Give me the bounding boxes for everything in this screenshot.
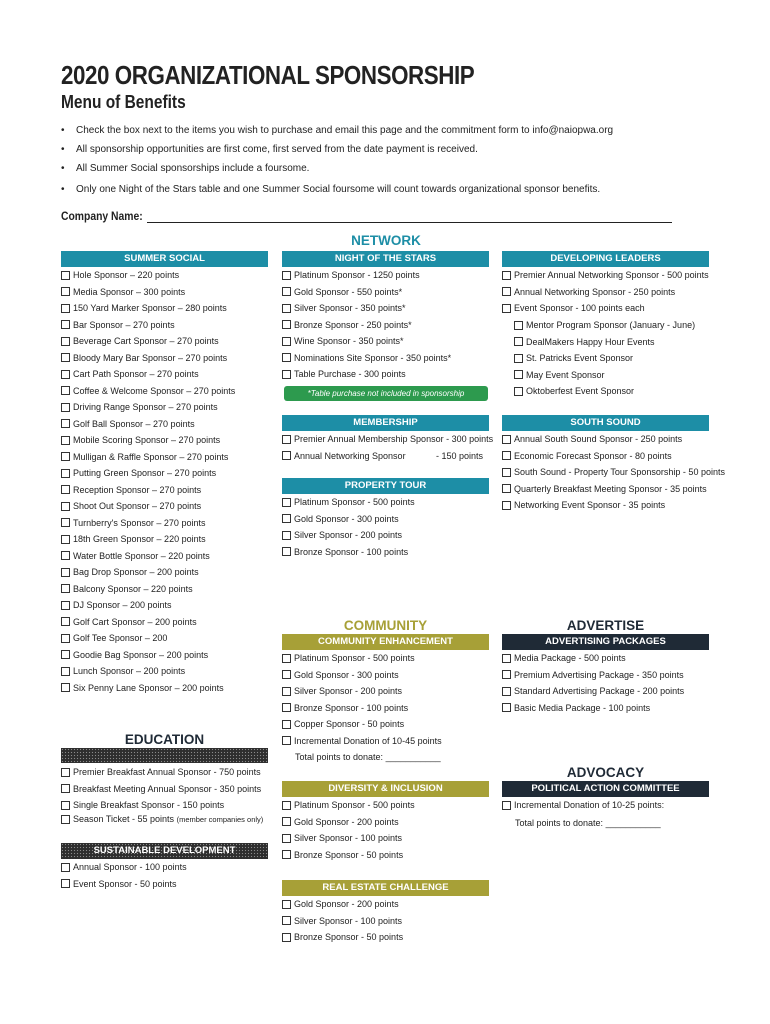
item-label: Season Ticket - 55 points — [73, 814, 175, 825]
checkbox[interactable] — [61, 667, 70, 676]
real-estate-challenge-bar: REAL ESTATE CHALLENGE — [282, 880, 489, 896]
developing-leaders-bar: DEVELOPING LEADERS — [502, 251, 709, 267]
list-item[interactable] — [61, 781, 261, 798]
checkbox[interactable] — [282, 451, 291, 460]
item-label: Event Sponsor - 100 points each — [514, 303, 645, 314]
list-item[interactable] — [61, 811, 263, 828]
checkbox[interactable] — [282, 370, 291, 379]
checkbox[interactable] — [502, 654, 511, 663]
list-item[interactable] — [502, 334, 695, 351]
political-action-committee-list — [502, 797, 664, 814]
item-label: Silver Sponsor - 200 points — [294, 530, 403, 541]
list-item[interactable] — [282, 333, 451, 350]
checkbox[interactable] — [61, 634, 70, 643]
item-label: Bag Drop Sponsor – 200 points — [73, 567, 199, 578]
community-total-points[interactable]: Total points to donate: ___________ — [295, 752, 441, 762]
checkbox[interactable] — [61, 485, 70, 494]
checkbox[interactable] — [282, 916, 291, 925]
list-item[interactable] — [61, 876, 187, 893]
item-label: Table Purchase - 300 points — [294, 369, 406, 380]
list-item[interactable] — [282, 448, 493, 465]
instruction-item: • All Summer Social sponsorships include a foursome. — [61, 162, 741, 181]
item-label: South Sound - Property Tour Sponsorship - 50 points — [514, 467, 725, 478]
list-item[interactable] — [61, 267, 235, 284]
list-item[interactable] — [282, 700, 442, 717]
item-label: Single Breakfast Sponsor - 150 points — [73, 800, 225, 811]
list-item[interactable] — [502, 317, 695, 334]
item-label: Shoot Out Sponsor – 270 points — [73, 501, 202, 512]
checkbox[interactable] — [282, 498, 291, 507]
item-label: Platinum Sponsor - 500 points — [294, 497, 415, 508]
item-label: DJ Sponsor – 200 points — [73, 600, 172, 611]
list-item[interactable] — [502, 383, 695, 400]
south-sound-list — [502, 431, 725, 514]
community-heading: COMMUNITY — [343, 618, 428, 633]
checkbox[interactable] — [502, 468, 511, 477]
list-item[interactable] — [282, 284, 451, 301]
checkbox[interactable] — [282, 801, 291, 810]
checkbox[interactable] — [282, 900, 291, 909]
item-label: Incremental Donation of 10-25 points: — [514, 800, 665, 811]
diversity-inclusion-list — [282, 797, 415, 863]
item-label: Event Sponsor - 50 points — [73, 878, 177, 889]
checkbox[interactable] — [61, 337, 70, 346]
page-subtitle: Menu of Benefits — [61, 92, 186, 112]
list-item[interactable] — [282, 544, 415, 561]
community-enhancement-list — [282, 650, 442, 749]
item-label: Oktoberfest Event Sponsor — [526, 386, 635, 397]
checkbox[interactable] — [61, 403, 70, 412]
checkbox[interactable] — [61, 584, 70, 593]
list-item[interactable] — [502, 300, 709, 317]
real-estate-challenge-list — [282, 896, 403, 946]
checkbox[interactable] — [514, 387, 523, 396]
checkbox[interactable] — [282, 320, 291, 329]
checkbox[interactable] — [61, 683, 70, 692]
diversity-inclusion-bar: DIVERSITY & INCLUSION — [282, 781, 489, 797]
list-item[interactable] — [282, 896, 403, 913]
membership-bar: MEMBERSHIP — [282, 415, 489, 431]
list-item[interactable] — [61, 614, 235, 631]
list-item[interactable] — [61, 317, 235, 334]
list-item[interactable] — [282, 814, 415, 831]
checkbox[interactable] — [282, 850, 291, 859]
list-item[interactable] — [61, 300, 235, 317]
item-label: Gold Sponsor - 200 points — [294, 899, 399, 910]
checkbox[interactable] — [61, 502, 70, 511]
item-label: Driving Range Sponsor – 270 points — [73, 402, 218, 413]
checkbox[interactable] — [61, 386, 70, 395]
list-item[interactable] — [61, 383, 235, 400]
item-label: 18th Green Sponsor – 220 points — [73, 534, 206, 545]
checkbox[interactable] — [61, 320, 70, 329]
list-item[interactable] — [61, 764, 261, 781]
item-label: Economic Forecast Sponsor - 80 points — [514, 450, 672, 461]
list-item[interactable] — [61, 515, 235, 532]
item-label: Gold Sponsor - 550 points* — [294, 286, 403, 297]
company-name-field[interactable] — [147, 222, 672, 223]
list-item[interactable] — [282, 431, 493, 448]
list-item[interactable] — [282, 511, 415, 528]
checkbox[interactable] — [502, 670, 511, 679]
item-label: Premier Breakfast Annual Sponsor - 750 points — [73, 767, 261, 778]
list-item[interactable] — [61, 647, 235, 664]
instruction-item: • Check the box next to the items you wish to purchase and email this page and the commitment form to info@naiopwa.org — [61, 124, 741, 143]
advocacy-heading: ADVOCACY — [566, 765, 645, 780]
item-label: Turnberry's Sponsor – 270 points — [73, 517, 206, 528]
checkbox[interactable] — [502, 435, 511, 444]
item-label: Six Penny Lane Sponsor – 200 points — [73, 682, 224, 693]
item-label: Breakfast Meeting Annual Sponsor - 350 points — [73, 783, 262, 794]
item-label: Mentor Program Sponsor (January - June) — [526, 320, 696, 331]
list-item[interactable] — [61, 597, 235, 614]
network-heading: NETWORK — [351, 233, 421, 248]
checkbox[interactable] — [502, 801, 511, 810]
item-label: Premier Annual Membership Sponsor - 300 points — [294, 434, 494, 445]
checkbox[interactable] — [282, 304, 291, 313]
list-item[interactable] — [61, 630, 235, 647]
item-label: 150 Yard Marker Sponsor – 280 points — [73, 303, 227, 314]
checkbox[interactable] — [282, 933, 291, 942]
south-sound-bar: SOUTH SOUND — [502, 415, 709, 431]
night-of-the-stars-list — [282, 267, 451, 383]
list-item[interactable] — [502, 284, 709, 301]
item-label: Bronze Sponsor - 50 points — [294, 932, 404, 943]
checkbox[interactable] — [61, 353, 70, 362]
checkbox[interactable] — [502, 687, 511, 696]
item-label: St. Patricks Event Sponsor — [526, 353, 634, 364]
item-label: May Event Sponsor — [526, 369, 605, 380]
checkbox[interactable] — [514, 354, 523, 363]
checkbox[interactable] — [61, 469, 70, 478]
list-item[interactable] — [282, 683, 442, 700]
list-item[interactable] — [61, 859, 187, 876]
list-item[interactable] — [502, 267, 709, 284]
list-item[interactable] — [282, 830, 415, 847]
list-item[interactable] — [61, 564, 235, 581]
item-label: Gold Sponsor - 300 points — [294, 513, 399, 524]
advocacy-total-points[interactable]: Total points to donate: ___________ — [515, 818, 661, 828]
item-label: Silver Sponsor - 100 points — [294, 915, 403, 926]
checkbox[interactable] — [282, 271, 291, 280]
item-label: Networking Event Sponsor - 35 points — [514, 500, 666, 511]
item-label: Mulligan & Raffle Sponsor – 270 points — [73, 451, 229, 462]
item-label: Incremental Donation of 10-45 points — [294, 735, 442, 746]
item-label: Premium Advertising Package - 350 points — [514, 669, 684, 680]
checkbox[interactable] — [502, 287, 511, 296]
list-item[interactable] — [502, 448, 725, 465]
checkbox[interactable] — [514, 337, 523, 346]
list-item[interactable] — [282, 929, 403, 946]
list-item[interactable] — [502, 350, 695, 367]
item-label: Silver Sponsor - 350 points* — [294, 303, 406, 314]
membership-list — [282, 431, 493, 464]
item-label: Nominations Site Sponsor - 350 points* — [294, 352, 452, 363]
item-label: Annual Sponsor - 100 points — [73, 862, 187, 873]
night-of-the-stars-bar: NIGHT OF THE STARS — [282, 251, 489, 267]
list-item[interactable] — [61, 680, 235, 697]
item-label: Bronze Sponsor - 50 points — [294, 849, 404, 860]
list-item[interactable] — [61, 399, 235, 416]
list-item[interactable] — [61, 531, 235, 548]
developing-leaders-sublist — [502, 317, 695, 400]
list-item[interactable] — [61, 416, 235, 433]
list-item[interactable] — [282, 733, 442, 750]
item-label: Premier Annual Networking Sponsor - 500 points — [514, 270, 709, 281]
item-label: Silver Sponsor - 100 points — [294, 833, 403, 844]
political-action-committee-bar: POLITICAL ACTION COMMITTEE — [502, 781, 709, 797]
summer-social-bar: SUMMER SOCIAL — [61, 251, 268, 267]
checkbox[interactable] — [61, 863, 70, 872]
checkbox[interactable] — [282, 531, 291, 540]
list-item[interactable] — [502, 431, 725, 448]
list-item[interactable] — [282, 527, 415, 544]
item-label: Wine Sponsor - 350 points* — [294, 336, 404, 347]
checkbox[interactable] — [282, 834, 291, 843]
community-enhancement-bar: COMMUNITY ENHANCEMENT — [282, 634, 489, 650]
property-tour-bar: PROPERTY TOUR — [282, 478, 489, 494]
checkbox[interactable] — [502, 271, 511, 280]
checkbox[interactable] — [61, 419, 70, 428]
item-label: Water Bottle Sponsor – 220 points — [73, 550, 210, 561]
item-label: Annual South Sound Sponsor - 250 points — [514, 434, 683, 445]
list-item[interactable] — [502, 367, 695, 384]
instruction-item: • All sponsorship opportunities are first come, first served from the date payment is received. — [61, 143, 741, 162]
checkbox[interactable] — [61, 568, 70, 577]
checkbox[interactable] — [61, 768, 70, 777]
checkbox[interactable] — [514, 321, 523, 330]
item-label: Gold Sponsor - 200 points — [294, 816, 399, 827]
checkbox[interactable] — [61, 879, 70, 888]
list-item[interactable] — [502, 667, 684, 684]
item-label: Annual Networking Sponsor — [294, 450, 406, 461]
developing-leaders-list — [502, 267, 709, 317]
list-item[interactable] — [61, 498, 235, 515]
item-label: Basic Media Package - 100 points — [514, 702, 651, 713]
summer-social-list — [61, 267, 235, 696]
item-note: (member companies only) — [176, 814, 264, 824]
checkbox[interactable] — [502, 451, 511, 460]
checkbox[interactable] — [61, 452, 70, 461]
checkbox[interactable] — [282, 817, 291, 826]
checkbox[interactable] — [61, 271, 70, 280]
item-label: Golf Cart Sponsor – 200 points — [73, 616, 197, 627]
list-item[interactable] — [502, 700, 684, 717]
education-bar — [61, 748, 268, 763]
item-label: Reception Sponsor – 270 points — [73, 484, 202, 495]
checkbox[interactable] — [282, 654, 291, 663]
list-item[interactable] — [61, 482, 235, 499]
item-label: Balcony Sponsor – 220 points — [73, 583, 193, 594]
list-item[interactable] — [61, 366, 235, 383]
checkbox[interactable] — [282, 547, 291, 556]
list-item[interactable] — [61, 333, 235, 350]
list-item[interactable] — [282, 267, 451, 284]
list-item[interactable] — [282, 716, 442, 733]
checkbox[interactable] — [502, 703, 511, 712]
list-item[interactable] — [61, 432, 235, 449]
checkbox[interactable] — [282, 435, 291, 444]
item-label: Platinum Sponsor - 1250 points — [294, 270, 420, 281]
checkbox[interactable] — [502, 501, 511, 510]
item-label: Bar Sponsor – 270 points — [73, 319, 175, 330]
advertising-packages-bar: ADVERTISING PACKAGES — [502, 634, 709, 650]
item-label: Goodie Bag Sponsor – 200 points — [73, 649, 209, 660]
list-item[interactable] — [282, 366, 451, 383]
checkbox[interactable] — [282, 514, 291, 523]
list-item[interactable] — [282, 847, 415, 864]
list-item[interactable] — [502, 464, 725, 481]
checkbox[interactable] — [61, 650, 70, 659]
table-purchase-note: *Table purchase not included in sponsorship — [284, 386, 488, 401]
checkbox[interactable] — [61, 436, 70, 445]
checkbox[interactable] — [61, 370, 70, 379]
checkbox[interactable] — [282, 670, 291, 679]
item-label: Golf Ball Sponsor – 270 points — [73, 418, 195, 429]
advertising-packages-list — [502, 650, 684, 716]
checkbox[interactable] — [61, 287, 70, 296]
checkbox[interactable] — [61, 801, 70, 810]
list-item[interactable] — [502, 683, 684, 700]
item-label: Hole Sponsor – 220 points — [73, 270, 180, 281]
advertise-heading: ADVERTISE — [566, 618, 645, 633]
item-label: Bronze Sponsor - 100 points — [294, 546, 409, 557]
company-name-label: Company Name: — [61, 211, 143, 223]
list-item[interactable] — [61, 350, 235, 367]
list-item[interactable] — [502, 497, 725, 514]
list-item[interactable] — [61, 465, 235, 482]
checkbox[interactable] — [282, 687, 291, 696]
list-item[interactable] — [282, 650, 442, 667]
item-label: Quarterly Breakfast Meeting Sponsor - 35 points — [514, 483, 707, 494]
list-item[interactable] — [282, 494, 415, 511]
item-points: - 150 points — [436, 450, 484, 461]
checkbox[interactable] — [282, 287, 291, 296]
checkbox[interactable] — [282, 703, 291, 712]
item-label: DealMakers Happy Hour Events — [526, 336, 655, 347]
checkbox[interactable] — [282, 337, 291, 346]
list-item[interactable] — [282, 797, 415, 814]
item-label: Beverage Cart Sponsor – 270 points — [73, 336, 219, 347]
checkbox[interactable] — [61, 535, 70, 544]
item-label: Putting Green Sponsor – 270 points — [73, 468, 217, 479]
list-item[interactable] — [282, 913, 403, 930]
item-label: Platinum Sponsor - 500 points — [294, 800, 415, 811]
item-label: Mobile Scoring Sponsor – 270 points — [73, 435, 221, 446]
checkbox[interactable] — [61, 784, 70, 793]
checkbox[interactable] — [514, 370, 523, 379]
list-item[interactable] — [502, 797, 664, 814]
checkbox[interactable] — [61, 518, 70, 527]
checkbox[interactable] — [61, 815, 70, 824]
education-heading: EDUCATION — [124, 732, 205, 747]
item-label: Platinum Sponsor - 500 points — [294, 653, 415, 664]
page-title: 2020 ORGANIZATIONAL SPONSORSHIP — [61, 60, 475, 90]
item-label: Annual Networking Sponsor - 250 points — [514, 286, 676, 297]
item-label: Copper Sponsor - 50 points — [294, 719, 405, 730]
sustainable-development-bar: SUSTAINABLE DEVELOPMENT — [61, 843, 268, 859]
list-item[interactable] — [282, 667, 442, 684]
item-label: Media Sponsor – 300 points — [73, 286, 186, 297]
checkbox[interactable] — [61, 617, 70, 626]
list-item[interactable] — [502, 650, 684, 667]
education-list — [61, 764, 261, 814]
item-label: Cart Path Sponsor – 270 points — [73, 369, 199, 380]
list-item[interactable] — [502, 481, 725, 498]
checkbox[interactable] — [502, 484, 511, 493]
checkbox[interactable] — [502, 304, 511, 313]
item-label: Coffee & Welcome Sponsor – 270 points — [73, 385, 236, 396]
instructions-list — [61, 124, 741, 202]
list-item[interactable] — [61, 663, 235, 680]
list-item[interactable] — [61, 581, 235, 598]
item-label: Gold Sponsor - 300 points — [294, 669, 399, 680]
list-item[interactable] — [61, 449, 235, 466]
season-ticket-row — [61, 811, 263, 828]
checkbox[interactable] — [61, 304, 70, 313]
item-label: Silver Sponsor - 200 points — [294, 686, 403, 697]
sustainable-development-list — [61, 859, 187, 892]
item-label: Bronze Sponsor - 100 points — [294, 702, 409, 713]
checkbox[interactable] — [282, 720, 291, 729]
checkbox[interactable] — [282, 353, 291, 362]
property-tour-list — [282, 494, 415, 560]
item-label: Lunch Sponsor – 200 points — [73, 666, 186, 677]
list-item[interactable] — [282, 300, 451, 317]
instruction-item: • Only one Night of the Stars table and one Summer Social foursome will count towards organizational sponsor benefits. — [61, 183, 741, 202]
item-label: Bronze Sponsor - 250 points* — [294, 319, 412, 330]
item-label: Golf Tee Sponsor – 200 — [73, 633, 168, 644]
checkbox[interactable] — [61, 551, 70, 560]
list-item[interactable] — [61, 284, 235, 301]
list-item[interactable] — [282, 317, 451, 334]
item-label: Standard Advertising Package - 200 points — [514, 686, 685, 697]
checkbox[interactable] — [61, 601, 70, 610]
item-label: Media Package - 500 points — [514, 653, 626, 664]
item-label: Bloody Mary Bar Sponsor – 270 points — [73, 352, 228, 363]
checkbox[interactable] — [282, 736, 291, 745]
list-item[interactable] — [282, 350, 451, 367]
list-item[interactable] — [61, 548, 235, 565]
